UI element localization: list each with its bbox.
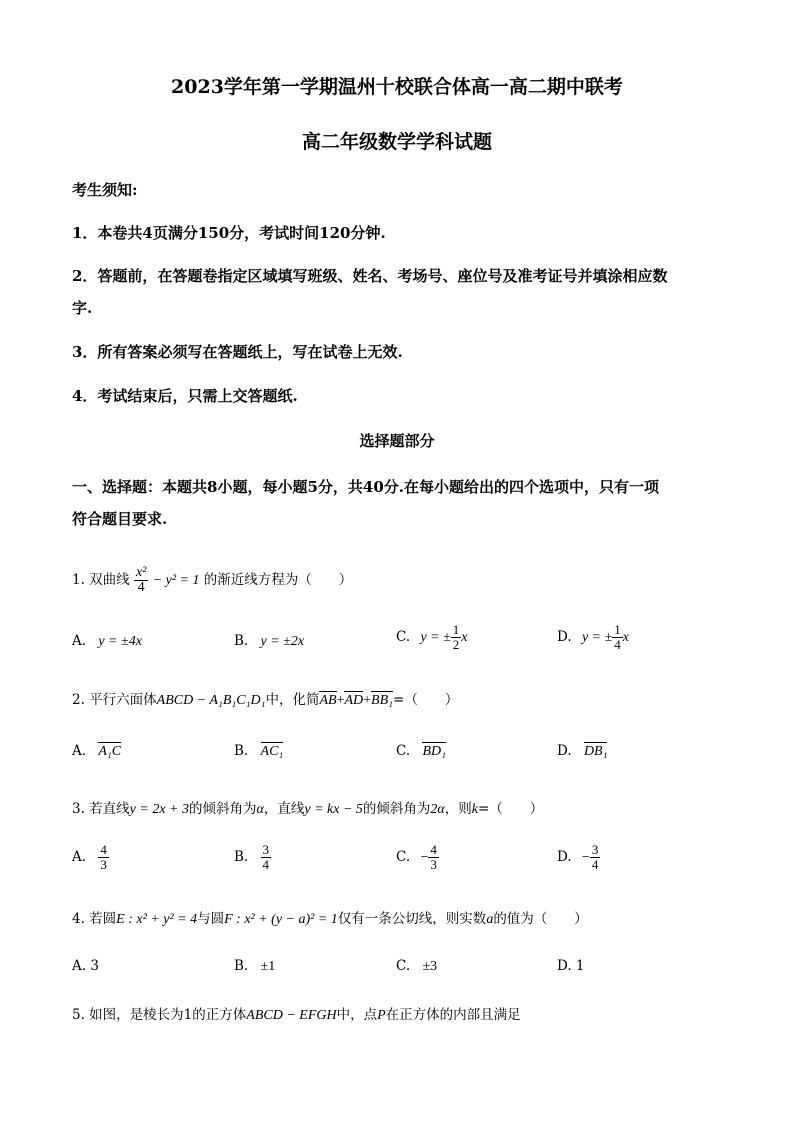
- option-label: A.: [72, 633, 87, 649]
- q1-suffix: 的渐近线方程为（ ）: [203, 572, 353, 588]
- option-label: C.: [396, 743, 411, 759]
- q2-option-a-text: A₁C: [98, 744, 122, 759]
- q2-plus-2: +: [363, 693, 372, 708]
- q3-alpha: α: [256, 802, 264, 817]
- section-heading: 选择题部分: [359, 432, 435, 450]
- q1-option-b: [234, 633, 304, 650]
- q1-prefix: 1. 双曲线: [72, 572, 130, 588]
- q2-option-d-text: DB₁: [583, 744, 608, 759]
- frac-num: 3: [591, 842, 599, 857]
- question-1: [72, 566, 352, 595]
- q4-option-c: [396, 958, 437, 975]
- option-label: B.: [234, 633, 249, 649]
- q4-a: a: [486, 912, 494, 927]
- notice-item-2-cont: 字.: [72, 299, 93, 317]
- q2-prefix: 2. 平行六面体: [72, 692, 157, 708]
- frac-den: 3: [430, 857, 437, 872]
- q2-suffix: =（ ）: [393, 692, 459, 708]
- question-2: [72, 688, 458, 709]
- q1-option-d: [557, 623, 629, 652]
- exam-title: 2023学年第一学期温州十校联合体高一高二期中联考: [171, 76, 623, 98]
- q1-option-c-fraction: [451, 623, 462, 652]
- frac-den: 3: [100, 857, 107, 872]
- q4-circle-e: E : x² + y² = 4: [116, 912, 198, 927]
- q1-frac-den: 4: [137, 580, 145, 595]
- option-label: A.: [72, 849, 87, 865]
- frac-num: 1: [452, 622, 460, 637]
- q4-option-d: D. 1: [557, 958, 585, 974]
- q2-mid: 中，化简: [265, 692, 320, 708]
- notice-item-2: 2．答题前，在答题卷指定区域填写班级、姓名、考场号、座位号及准考证号并填涂相应数: [72, 267, 668, 285]
- q3-option-c: [396, 843, 439, 872]
- notice-item-4: 4．考试结束后，只需上交答题纸.: [72, 387, 298, 405]
- q3-text-5: ，则: [444, 801, 472, 817]
- q1-option-d-fraction: [612, 623, 623, 652]
- option-label: C.: [396, 958, 411, 974]
- section-intro-cont: 符合题目要求.: [72, 510, 168, 528]
- q3-text-4: 的倾斜角为: [362, 801, 431, 817]
- q3-text-1: 3. 若直线: [72, 801, 130, 817]
- frac-num: 4: [430, 842, 437, 857]
- q4-option-c-text: ±3: [422, 959, 438, 974]
- q1-option-a-text: y = ±4x: [98, 634, 142, 649]
- q3-option-a-fraction: [98, 843, 109, 872]
- q3-line-1: y = 2x + 3: [129, 802, 189, 817]
- frac-den: 4: [591, 857, 599, 872]
- q2-vector-ad: AD: [344, 693, 364, 708]
- q4-option-b-text: ±1: [260, 959, 276, 974]
- notice-heading: 考生须知:: [72, 181, 138, 199]
- frac-den: 4: [614, 637, 621, 652]
- q3-option-c-fraction: [428, 843, 439, 872]
- option-label: C.: [396, 629, 411, 645]
- q2-plus-1: +: [336, 693, 345, 708]
- q1-equation-rest: − y² = 1: [152, 573, 200, 588]
- q3-k: k: [471, 802, 478, 817]
- option-label: A.: [72, 743, 87, 759]
- exam-subtitle: 高二年级数学学科试题: [301, 131, 492, 153]
- q4-text-3: 仅有一条公切线，则实数: [337, 911, 487, 927]
- q2-option-b: [234, 743, 283, 760]
- q5-text-3: 在正方体的内部且满足: [385, 1007, 521, 1023]
- frac-num: 4: [100, 842, 107, 857]
- question-3: [72, 797, 543, 818]
- q1-option-b-text: y = ±2x: [260, 634, 305, 649]
- q4-text-4: 的值为（ ）: [493, 911, 588, 927]
- q3-option-d: [557, 843, 600, 872]
- q2-option-d: [557, 743, 607, 760]
- section-intro: 一、选择题：本题共8小题，每小题5分，共40分.在每小题给出的四个选项中，只有一项: [72, 478, 659, 496]
- q5-point-p: P: [377, 1008, 386, 1023]
- q3-option-d-fraction: [590, 843, 601, 872]
- q5-text-1: 5. 如图，是棱长为1的正方体: [72, 1007, 247, 1023]
- q2-option-c: [396, 743, 446, 760]
- q3-option-a: [72, 843, 109, 872]
- option-label: D.: [557, 743, 572, 759]
- q3-option-b: [234, 843, 271, 872]
- frac-den: 4: [262, 857, 270, 872]
- frac-num: 3: [262, 842, 270, 857]
- option-label: B.: [234, 743, 249, 759]
- q5-cube: ABCD − EFGH: [246, 1008, 337, 1023]
- q1-fraction: [134, 566, 148, 595]
- q3-line-2: y = kx − 5: [304, 802, 363, 817]
- q3-option-b-fraction: [261, 843, 272, 872]
- q1-option-a: [72, 633, 142, 650]
- question-4: [72, 907, 588, 928]
- q4-circle-f: F : x² + (y − a)² = 1: [224, 912, 338, 927]
- q4-option-a: A. 3: [72, 958, 99, 974]
- q1-option-c: [396, 623, 468, 652]
- question-5: [72, 1003, 521, 1024]
- q1-option-c-post: x: [461, 630, 468, 645]
- option-label: C.: [396, 849, 411, 865]
- option-label: B.: [234, 958, 249, 974]
- option-label: D.: [557, 629, 572, 645]
- q3-option-d-sign: −: [581, 850, 590, 865]
- q5-text-2: 中，点: [336, 1007, 378, 1023]
- q2-vector-ab: AB: [319, 693, 337, 708]
- option-label: D.: [557, 849, 572, 865]
- q1-option-d-post: x: [622, 630, 630, 645]
- q1-frac-num: x²: [135, 565, 147, 580]
- q1-option-c-pre: y = ±: [420, 630, 451, 645]
- q3-two-alpha: 2α: [430, 802, 445, 817]
- q4-text-2: 与圆: [197, 911, 225, 927]
- q2-option-b-text: AC₁: [260, 744, 284, 759]
- q2-option-a: [72, 743, 121, 760]
- notice-item-3: 3．所有答案必须写在答题纸上，写在试卷上无效.: [72, 343, 403, 361]
- q3-text-2: 的倾斜角为: [189, 801, 257, 817]
- q4-option-b: [234, 958, 275, 975]
- notice-item-1: 1．本卷共4页满分150分，考试时间120分钟.: [72, 224, 386, 242]
- q3-text-6: =（ ）: [477, 801, 544, 817]
- frac-num: 1: [614, 622, 621, 637]
- q2-vector-bb1: BB₁: [371, 693, 394, 708]
- option-label: B.: [234, 849, 249, 865]
- q2-option-c-text: BD₁: [422, 744, 446, 759]
- q3-text-3: ，直线: [263, 801, 305, 817]
- q1-option-d-pre: y = ±: [581, 630, 613, 645]
- q2-solid: ABCD − A₁B₁C₁D₁: [156, 693, 266, 708]
- q3-option-c-sign: −: [420, 850, 429, 865]
- frac-den: 2: [452, 637, 460, 652]
- q4-text-1: 4. 若圆: [72, 911, 117, 927]
